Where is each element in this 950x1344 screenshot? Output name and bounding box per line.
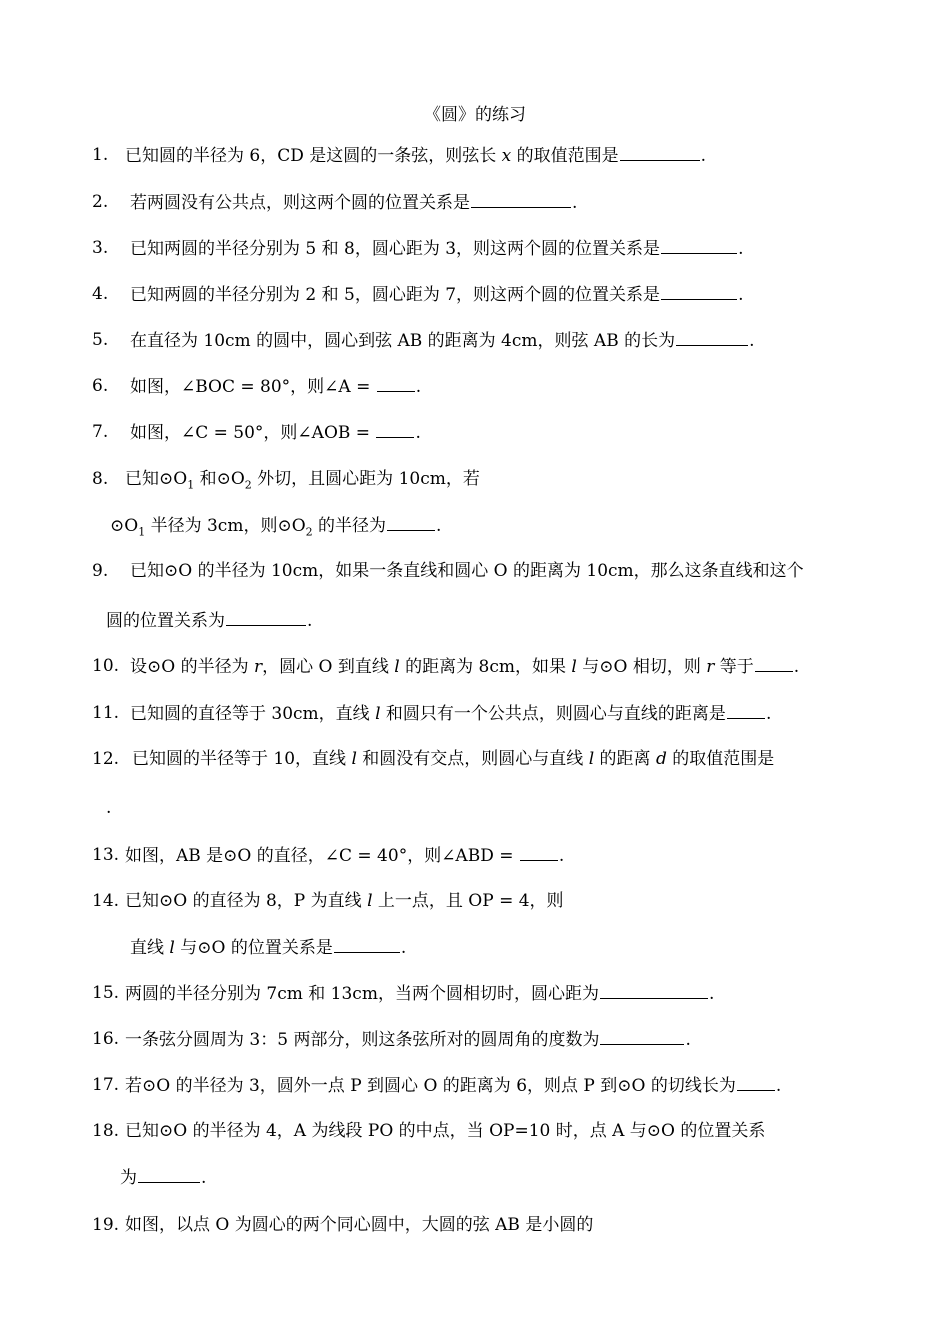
answer-blank[interactable] [138,1164,200,1183]
text-segment: 等于 [714,657,754,677]
text-segment: . [572,193,578,213]
subscript: 2 [305,525,313,539]
text-segment: 一条弦分圆周为 3：5 两部分，则这条弦所对的圆周角的度数为 [125,1030,600,1050]
text-segment: . [775,1076,782,1096]
subscript: 1 [138,525,146,539]
variable: l [571,657,577,677]
question-text [110,512,441,545]
subscript: 2 [244,478,252,492]
text-segment: 已知两圆的半径分别为 2 和 5，圆心距为 7，则这两个圆的位置关系是 [130,285,661,305]
text-segment: 两圆的半径分别为 7cm 和 13cm，当两个圆相切时，圆心距为 [125,984,599,1004]
text-segment: 如图，AB 是⊙O 的直径，∠C = 40°，则∠ABD = [125,846,519,866]
variable: x [501,146,512,166]
question-number: 6. [92,376,109,396]
variable: l [588,749,595,769]
text-segment: . [415,423,421,443]
text-segment: 的距离 [594,749,656,769]
text-segment: 已知⊙O [125,469,188,489]
text-segment: 的半径为 [312,516,387,536]
question-text [130,281,743,308]
text-segment: . [765,704,772,724]
question-text [125,142,706,169]
answer-blank[interactable] [376,419,414,438]
variable: l [351,749,357,769]
question-number: 3. [92,238,109,258]
text-segment: 与⊙O 的位置关系是 [174,938,333,958]
question-text [125,842,564,869]
text-segment: 和圆没有交点，则圆心与直线 [356,749,589,769]
question-text [125,466,480,498]
question-text [120,1164,206,1191]
variable: l [394,657,400,677]
question-number: 19. [92,1215,120,1235]
text-segment: 如图，∠C = 50°，则∠AOB = [130,423,376,443]
question-text [130,373,421,400]
question-number: 9. [92,561,109,581]
question-text [125,980,714,1007]
text-segment: 已知圆的半径等于 10，直线 [132,749,352,769]
text-segment: 如图，以点 O 为圆心的两个同心圆中，大圆的弦 AB 是小圆的 [125,1215,594,1235]
question-number: 2. [92,192,109,212]
text-segment: . [738,239,744,259]
question-text [106,795,111,821]
question-number: 17. [92,1075,120,1095]
text-segment: 若⊙O 的半径为 3，圆外一点 P 到圆心 O 的距离为 6，则点 P 到⊙O 的切线长为 [125,1076,736,1096]
text-segment: . [106,798,112,818]
text-segment: . [415,377,422,397]
answer-blank[interactable] [600,980,708,999]
question-text [125,1118,765,1144]
question-text [106,607,312,634]
text-segment: . [793,657,800,677]
text-segment: . [700,146,707,166]
answer-blank[interactable] [471,189,571,208]
question-text [130,700,771,727]
page-title: 《圆》的练习 [424,105,526,125]
text-segment: . [307,611,313,631]
text-segment: 已知⊙O 的半径为 10cm，如果一条直线和圆心 O 的距离为 10cm，那么这条直线和这个 [130,561,804,581]
answer-blank[interactable] [226,607,306,626]
question-number: 5. [92,330,109,350]
question-text [125,888,564,914]
text-segment: . [201,1168,207,1188]
question-number: 8. [92,469,109,489]
text-segment: . [708,984,715,1004]
question-number: 4. [92,284,109,304]
question-text [125,1072,781,1099]
answer-blank[interactable] [737,1072,775,1091]
question-text [130,189,577,216]
text-segment: 与⊙O 相切，则 [576,657,707,677]
text-segment: 圆的位置关系为 [106,611,225,631]
text-segment: 已知两圆的半径分别为 5 和 8，圆心距为 3，则这两个圆的位置关系是 [130,239,661,259]
text-segment: . [400,938,407,958]
text-segment: 如图，∠BOC = 80°，则∠A = [130,377,376,397]
variable: l [375,704,381,724]
text-segment: 若两圆没有公共点，则这两个圆的位置关系是 [130,193,470,213]
text-segment: 的距离为 8cm，如果 [399,657,572,677]
text-segment: 设⊙O 的半径为 [130,657,254,677]
question-number: 18. [92,1121,120,1141]
answer-blank[interactable] [755,653,793,672]
question-text [125,1212,593,1238]
text-segment: 外切，且圆心距为 10cm，若 [251,469,480,489]
question-number: 14. [92,891,120,911]
text-segment: . [558,846,565,866]
text-segment: 直线 [130,938,170,958]
question-number: 15. [92,983,120,1003]
text-segment: 和圆只有一个公共点，则圆心与直线的距离是 [380,704,726,724]
text-segment: 的取值范围是 [666,749,775,769]
text-segment: ⊙O [110,516,139,536]
answer-blank[interactable] [600,1026,684,1045]
question-number: 1. [92,145,109,165]
text-segment: 已知圆的半径为 6，CD 是这圆的一条弦，则弦长 [125,146,502,166]
question-number: 16. [92,1029,120,1049]
text-segment: 已知圆的直径等于 30cm，直线 [130,704,376,724]
answer-blank[interactable] [661,281,737,300]
question-text [132,746,774,772]
variable: l [169,938,175,958]
variable: d [655,749,667,769]
text-segment: . [436,516,442,536]
text-segment: 的取值范围是 [511,146,619,166]
subscript: 1 [187,478,195,492]
answer-blank[interactable] [387,512,435,531]
text-segment: 上一点，且 OP = 4，则 [372,891,564,911]
answer-blank[interactable] [676,327,748,346]
text-segment: 已知⊙O 的半径为 4，A 为线段 PO 的中点，当 OP=10 时，点 A 与⊙O 的位置关系 [125,1121,766,1141]
text-segment: 在直径为 10cm 的圆中，圆心到弦 AB 的距离为 4cm，则弦 AB 的长为 [130,331,676,351]
question-text [130,558,804,584]
answer-blank[interactable] [377,373,415,392]
question-number: 7. [92,422,109,442]
question-number: 12. [92,749,120,769]
answer-blank[interactable] [334,934,400,953]
question-number: 11. [92,703,120,723]
answer-blank[interactable] [727,700,765,719]
answer-blank[interactable] [661,235,737,254]
question-text [130,934,406,961]
question-text [130,653,799,680]
question-text [130,419,421,446]
variable: r [706,657,715,677]
answer-blank[interactable] [520,842,558,861]
question-text [125,1026,691,1053]
text-segment: . [749,331,755,351]
text-segment: 为 [120,1168,137,1188]
answer-blank[interactable] [620,142,700,161]
variable: r [254,657,263,677]
text-segment: 和⊙O [194,469,245,489]
text-segment: ，圆心 O 到直线 [262,657,395,677]
variable: l [367,891,373,911]
question-number: 13. [92,845,120,865]
text-segment: . [738,285,744,305]
text-segment: 半径为 3cm，则⊙O [145,516,306,536]
question-number: 10. [92,656,120,676]
text-segment: . [685,1030,691,1050]
question-text [130,235,743,262]
text-segment: 已知⊙O 的直径为 8，P 为直线 [125,891,368,911]
question-text [130,327,755,354]
